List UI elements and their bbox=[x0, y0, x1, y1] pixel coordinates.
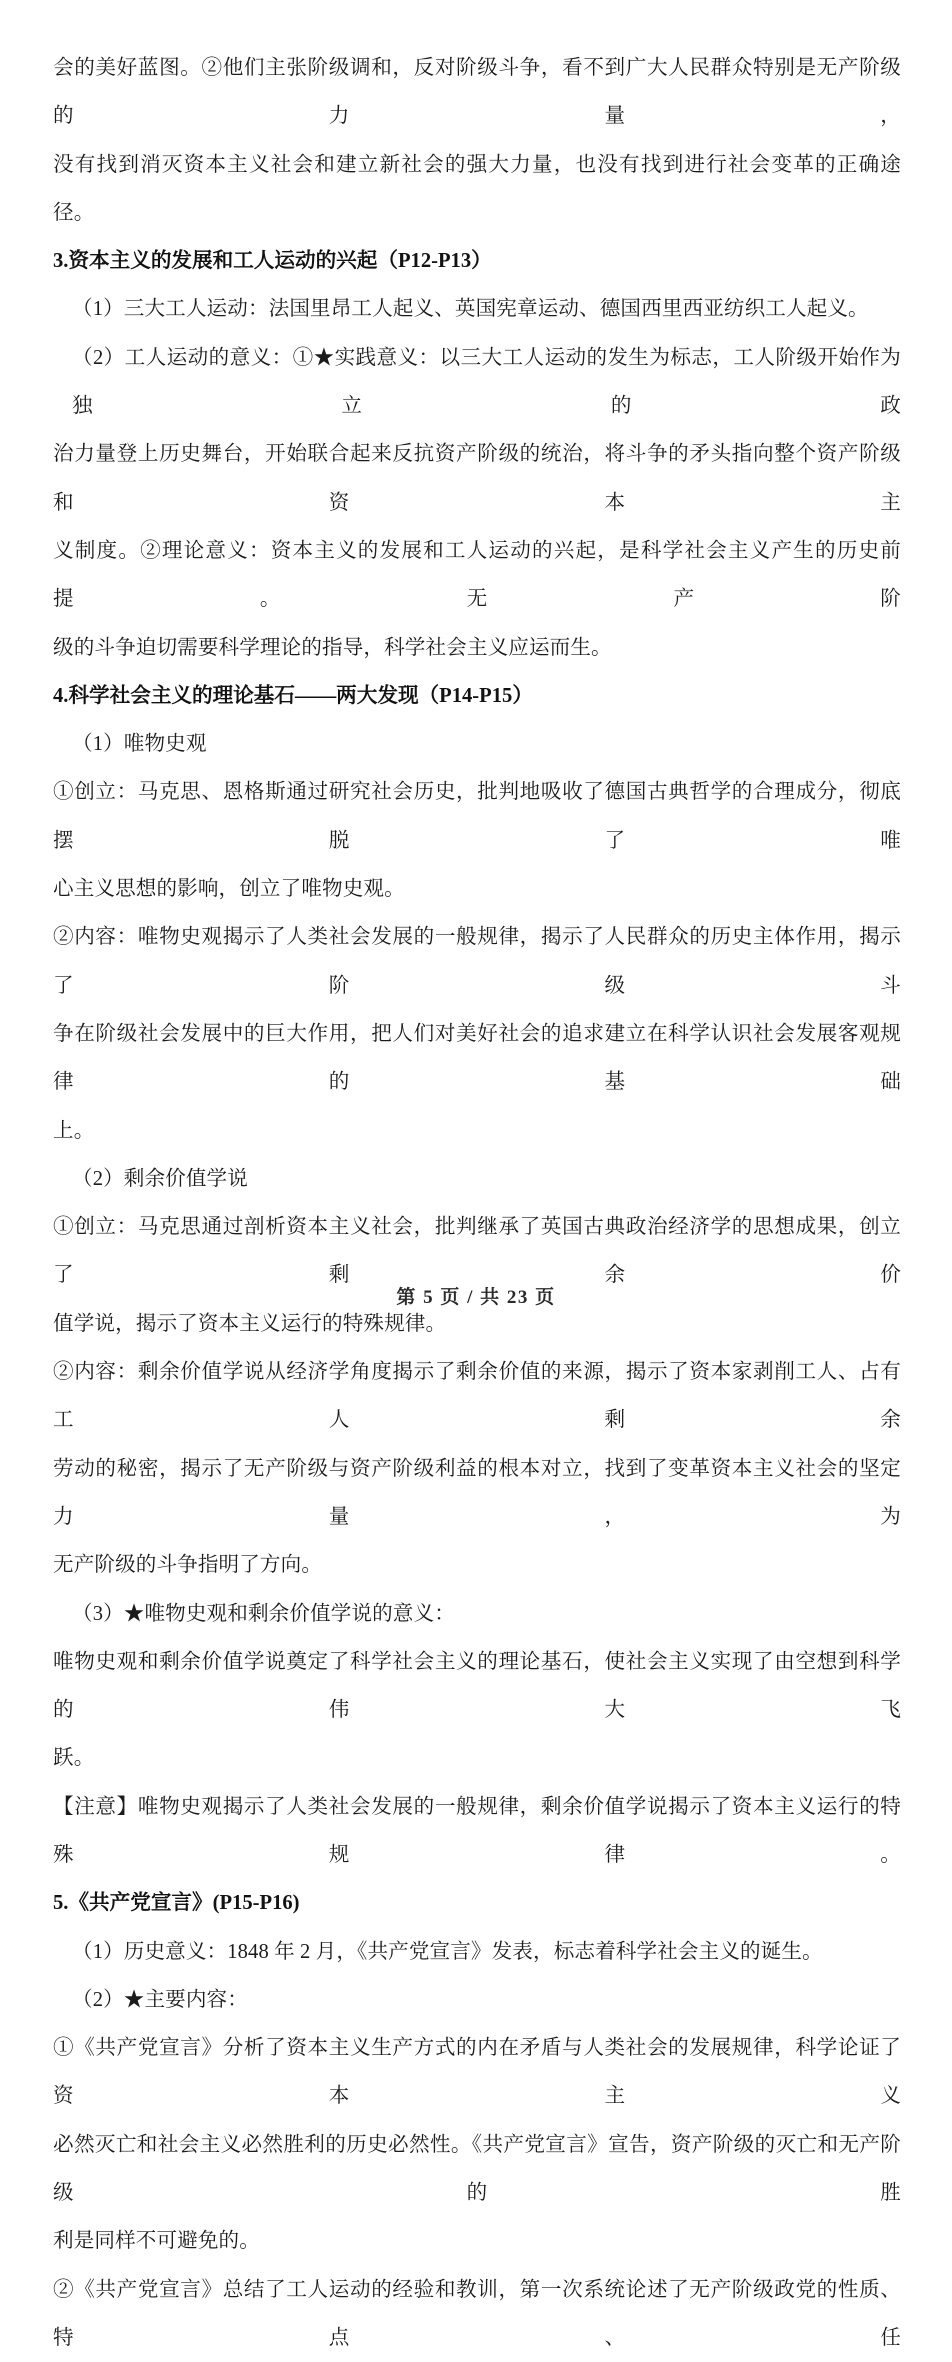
text-line: （2）工人运动的意义：①★实践意义：以三大工人运动的发生为标志，工人阶级开始作为独立的政 bbox=[72, 346, 901, 418]
text-line: 利是同样不可避免的。 bbox=[53, 2230, 260, 2253]
text-line: ②内容：剩余价值学说从经济学角度揭示了剩余价值的来源，揭示了资本家剥削工人、占有工人剩余 bbox=[53, 1361, 901, 1432]
text-line: （1）唯物史观 bbox=[72, 733, 207, 756]
text-line: ①创立：马克思、恩格斯通过研究社会历史，批判地吸收了德国古典哲学的合理成分，彻底摆脱了唯 bbox=[53, 781, 901, 852]
text-line: 无产阶级的斗争指明了方向。 bbox=[53, 1554, 323, 1577]
heading-line: 5.《共产党宣言》(P15-P16) bbox=[53, 1892, 300, 1915]
heading-line: 4.科学社会主义的理论基石——两大发现（P14-P15） bbox=[53, 684, 533, 707]
heading-line: 3.资本主义的发展和工人运动的兴起（P12-P13） bbox=[53, 250, 492, 273]
text-line: 治力量登上历史舞台，开始联合起来反抗资产阶级的统治，将斗争的矛头指向整个资产阶级和资本主 bbox=[53, 443, 901, 514]
page-number-footer: 第 5 页 / 共 23 页 bbox=[396, 1287, 556, 1308]
text-line: 跃。 bbox=[53, 1747, 95, 1770]
text-line: 义制度。②理论意义：资本主义的发展和工人运动的兴起，是科学社会主义产生的历史前提。无产阶 bbox=[53, 539, 901, 611]
text-line: 争在阶级社会发展中的巨大作用，把人们对美好社会的追求建立在科学认识社会发展客观规律的基础 bbox=[53, 1022, 901, 1094]
text-line: ①《共产党宣言》分析了资本主义生产方式的内在矛盾与人类社会的发展规律，科学论证了资本主义 bbox=[53, 2037, 901, 2108]
text-line: （2）剩余价值学说 bbox=[72, 1167, 248, 1190]
text-line: ②内容：唯物史观揭示了人类社会发展的一般规律，揭示了人民群众的历史主体作用，揭示了阶级斗 bbox=[53, 926, 901, 997]
text-line: 上。 bbox=[53, 1119, 95, 1142]
text-line: （3）★唯物史观和剩余价值学说的意义： bbox=[72, 1602, 455, 1625]
text-line: 没有找到消灭资本主义社会和建立新社会的强大力量，也没有找到进行社会变革的正确途径。 bbox=[53, 153, 901, 224]
text-line: ①创立：马克思通过剖析资本主义社会，批判继承了英国古典政治经济学的思想成果，创立了剩余价 bbox=[53, 1216, 901, 1287]
text-line: 必然灭亡和社会主义必然胜利的历史必然性。《共产党宣言》宣告，资产阶级的灭亡和无产阶级的胜 bbox=[53, 2133, 901, 2205]
text-line: 级的斗争迫切需要科学理论的指导，科学社会主义应运而生。 bbox=[53, 636, 612, 659]
text-line: 值学说，揭示了资本主义运行的特殊规律。 bbox=[53, 1312, 447, 1335]
text-line: 【注意】唯物史观揭示了人类社会发展的一般规律，剩余价值学说揭示了资本主义运行的特殊规律。 bbox=[53, 1795, 901, 1866]
text-line: （1）历史意义：1848 年 2 月，《共产党宣言》发表，标志着科学社会主义的诞生。 bbox=[72, 1940, 823, 1963]
text-line: （1）三大工人运动：法国里昂工人起义、英国宪章运动、德国西里西亚纺织工人起义。 bbox=[72, 298, 869, 321]
text-line: 会的美好蓝图。②他们主张阶级调和，反对阶级斗争，看不到广大人民群众特别是无产阶级的力量， bbox=[53, 57, 901, 128]
text-line: 劳动的秘密，揭示了无产阶级与资产阶级利益的根本对立，找到了变革资本主义社会的坚定力量，为 bbox=[53, 1457, 901, 1528]
text-line: （2）★主要内容： bbox=[72, 1988, 248, 2011]
text-line: 唯物史观和剩余价值学说奠定了科学社会主义的理论基石，使社会主义实现了由空想到科学的伟大飞 bbox=[53, 1650, 901, 1722]
document-body bbox=[53, 44, 901, 2362]
text-line: 心主义思想的影响，创立了唯物史观。 bbox=[53, 878, 405, 901]
text-line: ②《共产党宣言》总结了工人运动的经验和教训，第一次系统论述了无产阶级政党的性质、特点、任 bbox=[53, 2278, 901, 2349]
